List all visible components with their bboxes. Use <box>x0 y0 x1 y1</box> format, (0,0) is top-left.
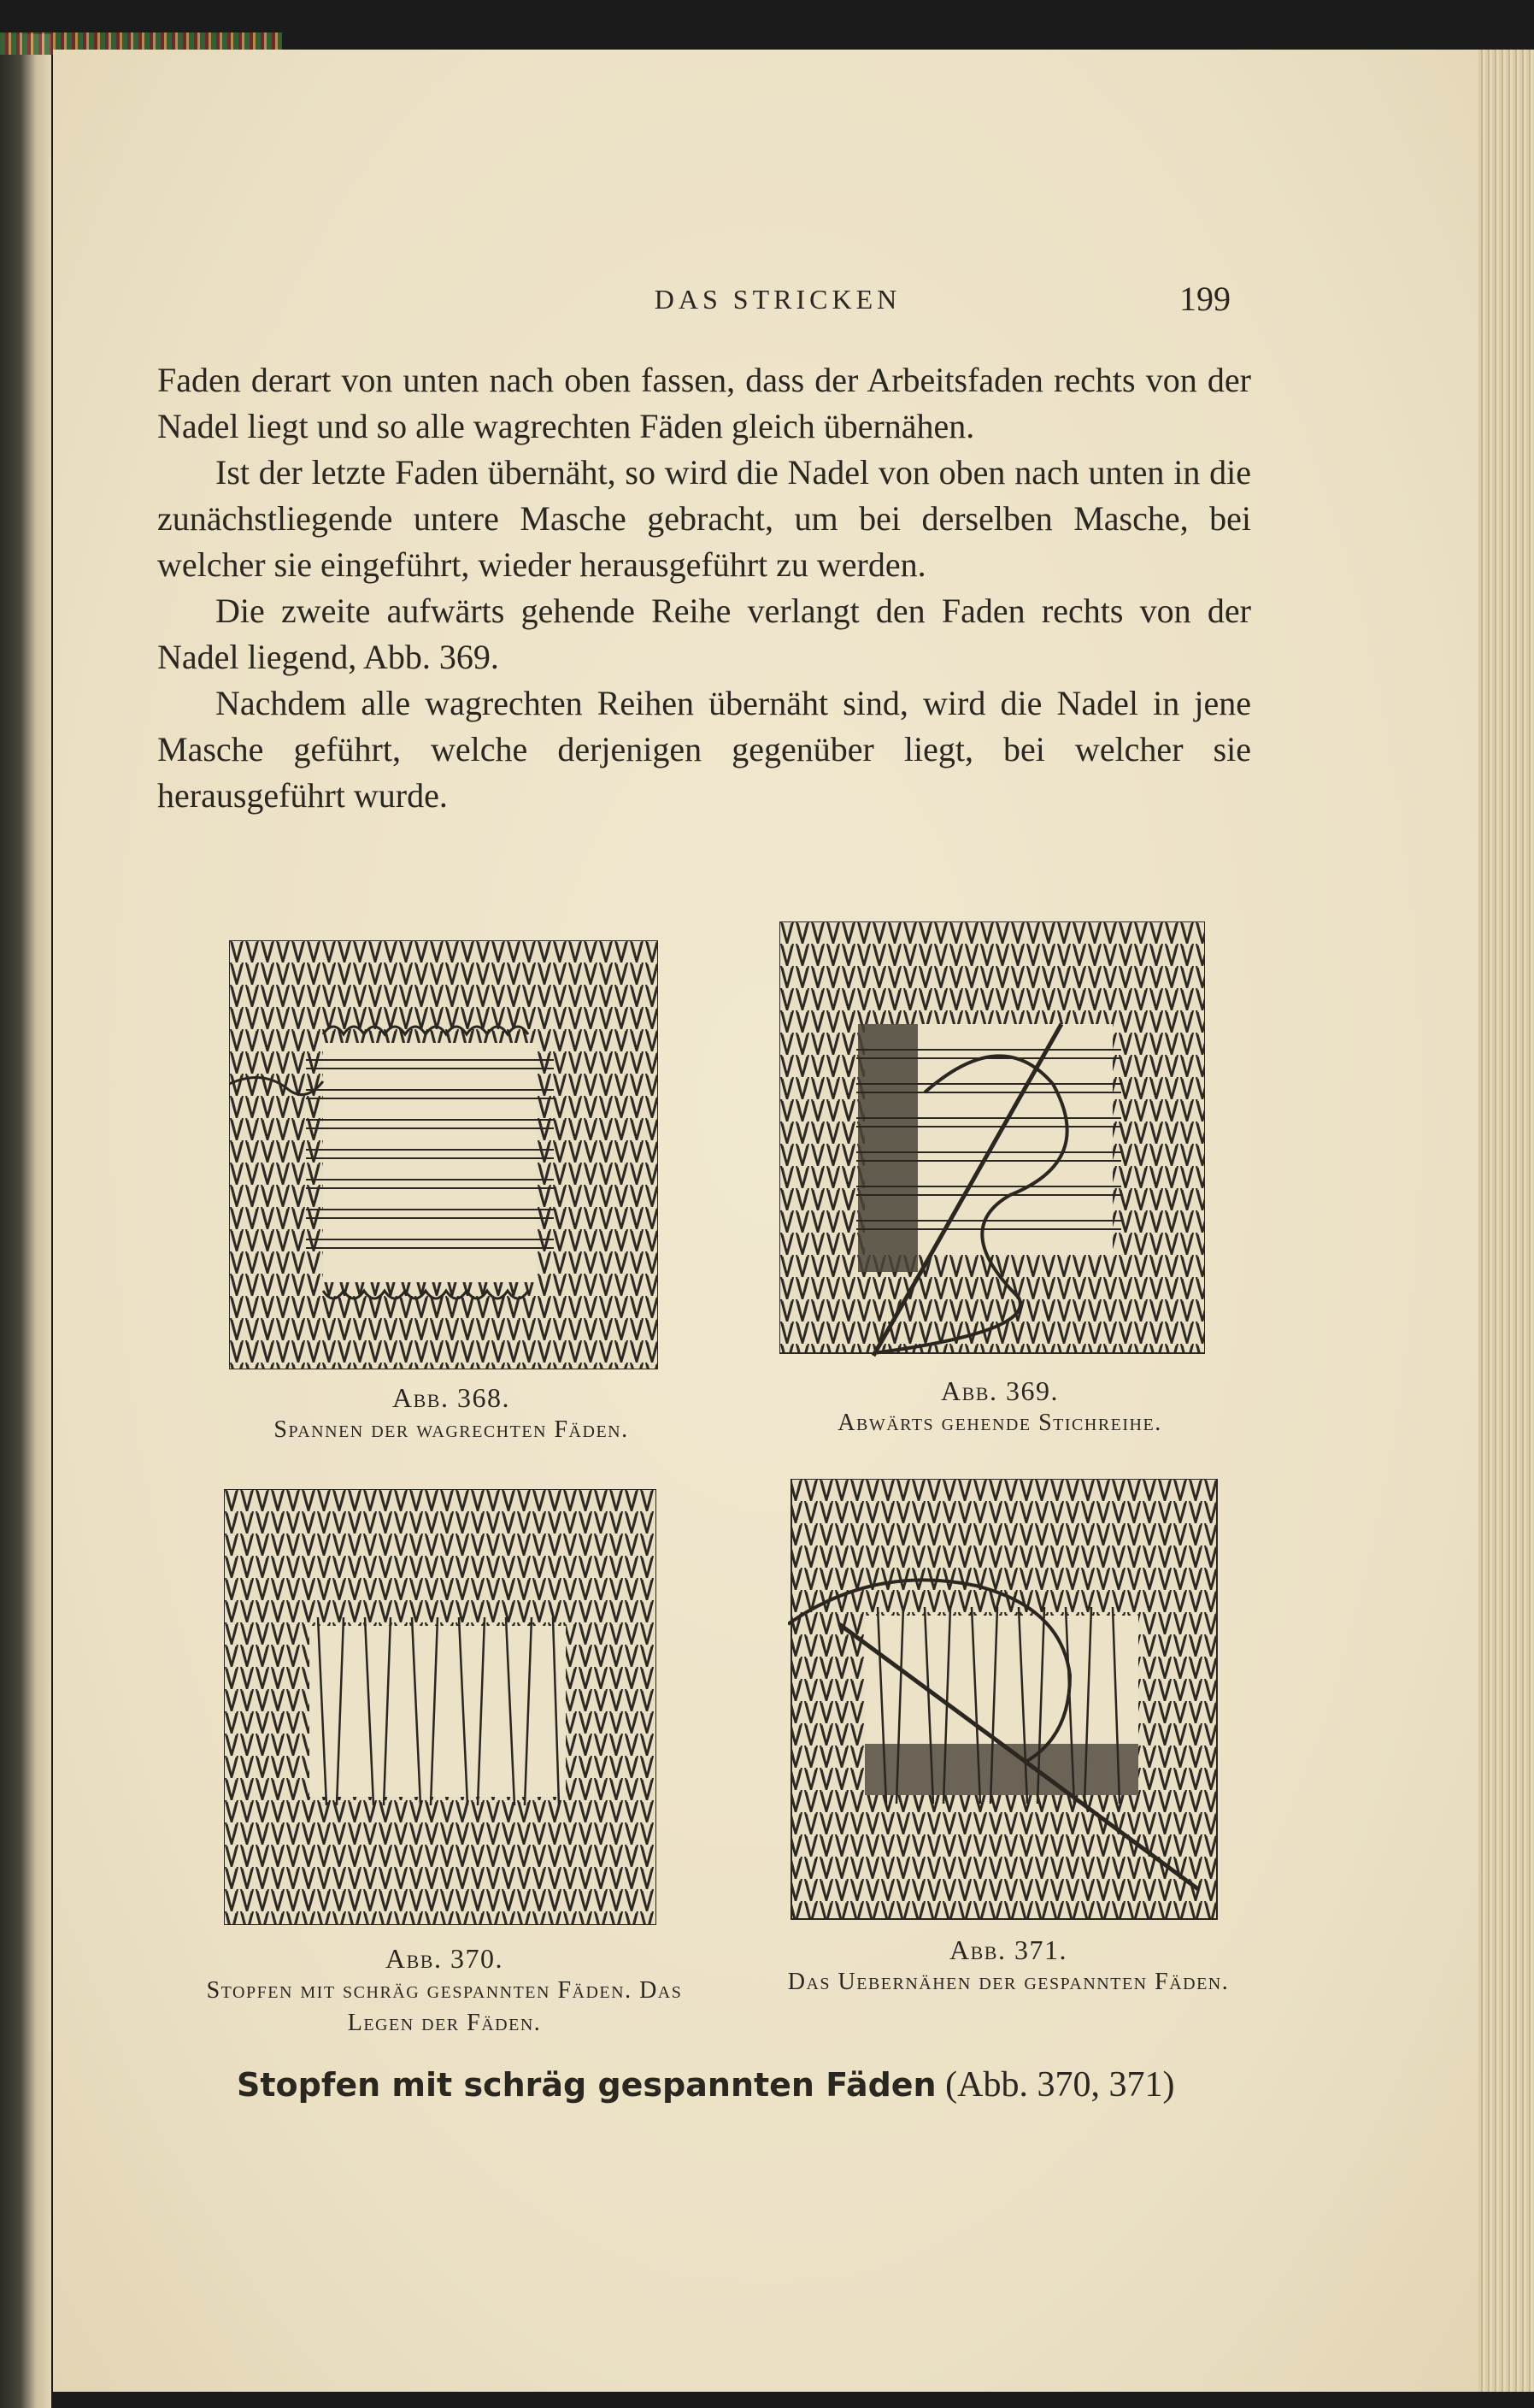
figure-368-caption <box>212 1381 691 1446</box>
figure-370-caption <box>171 1942 718 2040</box>
paragraph: Nachdem alle wagrechten Reihen übernäht sind, wird die Nadel in jene Masche geführt, welche derjenigen gegenüber liegt, bei welcher sie herausgeführt wurde. <box>157 684 1251 815</box>
body-text <box>157 357 1251 819</box>
figure-371-image <box>788 1479 1220 1923</box>
figure-369-image <box>779 921 1205 1359</box>
figure-title: Das Uebernähen der gespannten Fäden. <box>787 1969 1230 1995</box>
figure-label: Abb. 368. <box>392 1382 510 1413</box>
figure-label: Abb. 369. <box>941 1375 1059 1406</box>
page-number: 199 <box>1179 280 1231 318</box>
paragraph: Faden derart von unten nach oben fassen, dass der Arbeitsfaden rechts von der Nadel liegt und so alle wagrechten Fäden gleich übernähen. <box>157 361 1251 445</box>
book-cover-edge <box>0 34 51 2408</box>
section-heading <box>237 2064 1174 2105</box>
figure-371-caption <box>769 1934 1248 1999</box>
section-heading-reference: (Abb. 370, 371) <box>945 2065 1175 2105</box>
figure-369-caption <box>769 1375 1231 1440</box>
figure-label: Abb. 370. <box>385 1943 503 1974</box>
running-head: DAS STRICKEN <box>654 284 902 315</box>
page-edges <box>1478 50 1534 2392</box>
paragraph: Die zweite aufwärts gehende Reihe verlangt den Faden rechts von der Nadel liegend, Abb. 369. <box>157 592 1251 676</box>
paragraph: Ist der letzte Faden übernäht, so wird die Nadel von oben nach unten in die zunächstliegende untere Masche gebracht, um bei derselben Masche, bei welcher sie eingeführt, wieder herausgeführt zu werden. <box>157 453 1251 584</box>
figure-label: Abb. 371. <box>949 1934 1067 1965</box>
figure-370-image <box>224 1489 656 1925</box>
figure-title: Spannen der wagrechten Fäden. <box>273 1416 629 1443</box>
section-heading-title: Stopfen mit schräg gespannten Fäden <box>237 2066 937 2104</box>
figure-title: Abwärts gehende Stichreihe. <box>838 1410 1162 1436</box>
figure-title: Stopfen mit schräg gespannten Fäden. Das Legen der Fäden. <box>206 1977 683 2036</box>
figure-368-image <box>229 940 658 1369</box>
